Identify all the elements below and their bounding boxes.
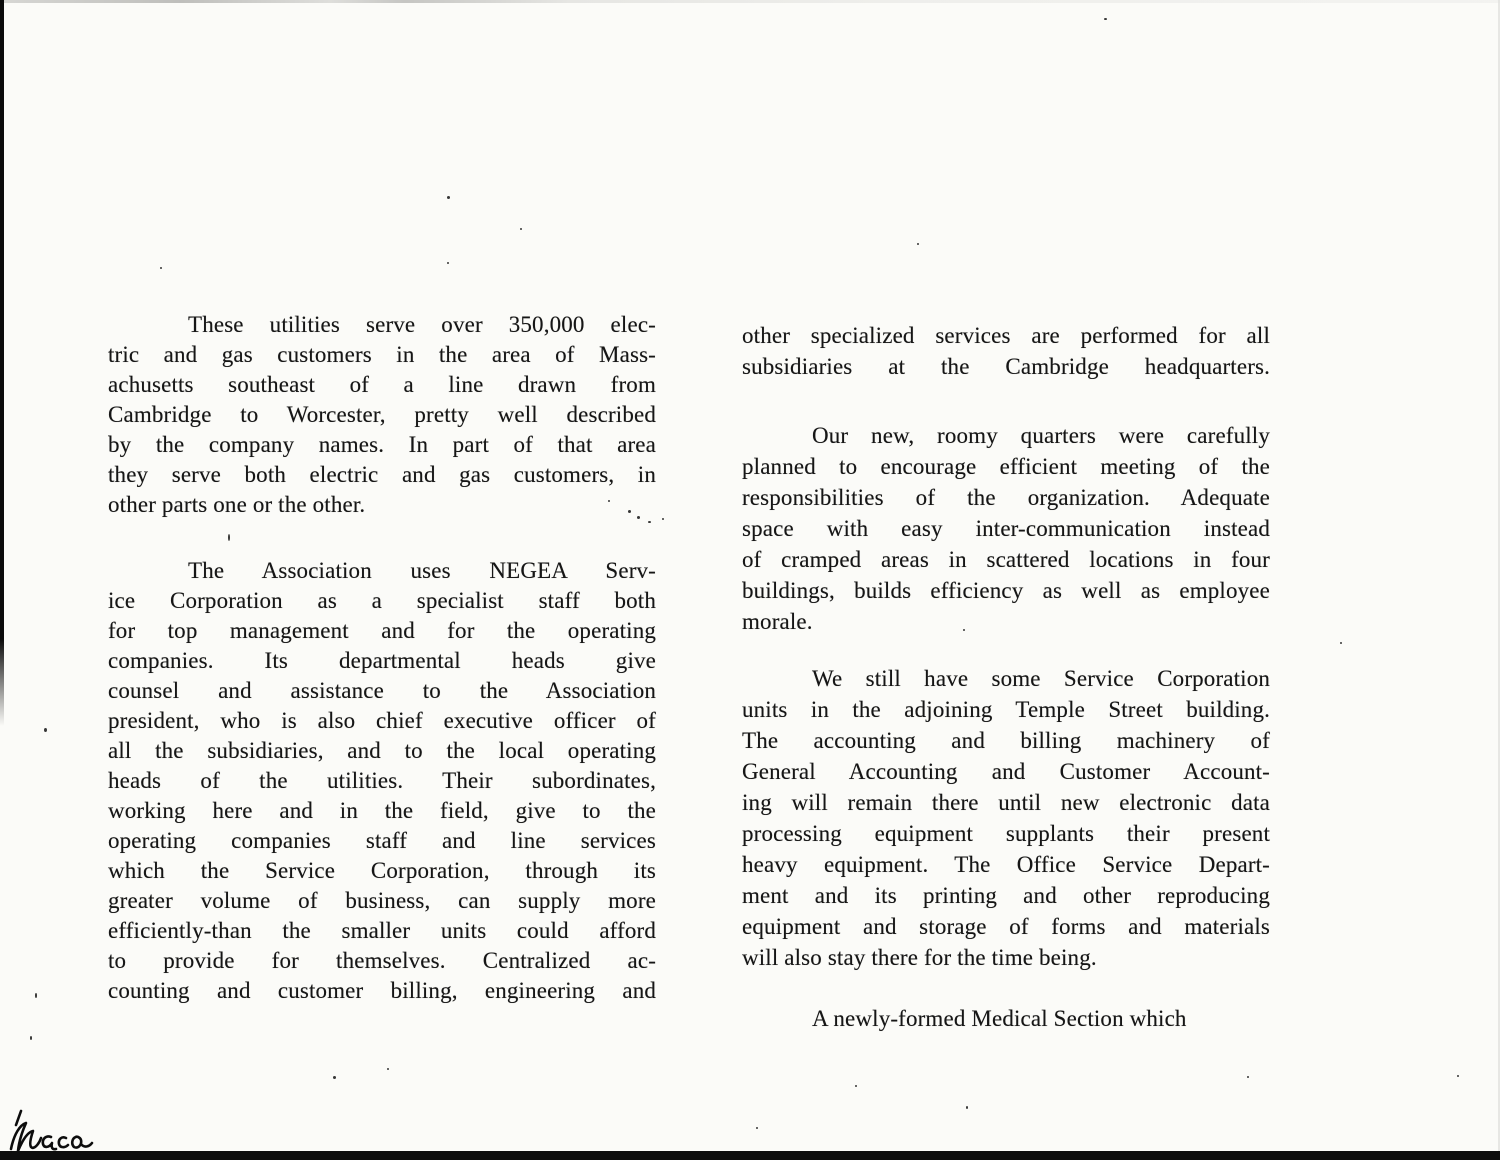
scan-speckle <box>160 267 162 269</box>
text-line: Our new, roomy quarters were carefully <box>812 423 1270 448</box>
paragraph-we-still-have <box>742 663 1270 973</box>
text-line: morale. <box>742 609 813 634</box>
text-line: units in the adjoining Temple Street building. <box>742 697 1270 722</box>
paragraph-utilities-serve <box>108 310 656 520</box>
scan-speckle <box>447 196 450 199</box>
scan-speckle <box>662 518 664 520</box>
text-line: achusetts southeast of a line drawn from <box>108 372 656 397</box>
text-line: which the Service Corporation, through its <box>108 858 656 883</box>
scan-speckle <box>333 1076 336 1079</box>
text-line: by the company names. In part of that area <box>108 432 656 457</box>
scan-speckle <box>1457 1075 1459 1077</box>
text-line: heavy equipment. The Office Service Depart- <box>742 852 1270 877</box>
text-line: tric and gas customers in the area of Mass- <box>108 342 656 367</box>
text-line: planned to encourage efficient meeting of the <box>742 454 1270 479</box>
scan-speckle <box>1340 642 1342 644</box>
scan-speckle <box>228 534 230 541</box>
text-line: all the subsidiaries, and to the local operating <box>108 738 656 763</box>
scan-speckle <box>30 1036 32 1040</box>
scan-speckle <box>855 1085 857 1087</box>
scan-edge-left <box>0 0 4 726</box>
text-line: operating companies staff and line services <box>108 828 656 853</box>
text-line: ment and its printing and other reproducing <box>742 883 1270 908</box>
paragraph-association-uses-negea <box>108 556 656 1006</box>
text-line: other specialized services are performed for all <box>742 323 1270 348</box>
text-line: companies. Its departmental heads give <box>108 648 656 673</box>
scan-edge-bottom <box>0 1151 1500 1160</box>
text-line: president, who is also chief executive officer of <box>108 708 656 733</box>
text-line: The Association uses NEGEA Serv- <box>188 558 656 583</box>
text-line: These utilities serve over 350,000 elec- <box>188 312 656 337</box>
text-line: Cambridge to Worcester, pretty well described <box>108 402 656 427</box>
scan-edge-top <box>0 0 1500 3</box>
text-line: working here and in the field, give to the <box>108 798 656 823</box>
handwritten-mark <box>5 1106 101 1158</box>
scan-speckle <box>35 993 37 998</box>
scan-speckle <box>387 1068 389 1070</box>
paragraph-our-new-roomy-quarters <box>742 420 1270 637</box>
text-line: counting and customer billing, engineering and <box>108 978 656 1003</box>
right-column <box>742 320 1270 1034</box>
paragraph-newly-formed-medical <box>742 1003 1270 1034</box>
text-line: they serve both electric and gas customers, in <box>108 462 656 487</box>
text-line: ing will remain there until new electronic data <box>742 790 1270 815</box>
scan-speckle <box>520 228 522 230</box>
text-line: responsibilities of the organization. Adequate <box>742 485 1270 510</box>
scan-speckle <box>1247 1076 1249 1078</box>
scan-speckle <box>628 510 631 513</box>
scan-speckle <box>447 262 449 264</box>
text-line: greater volume of business, can supply more <box>108 888 656 913</box>
text-line: space with easy inter-communication instead <box>742 516 1270 541</box>
scan-speckle <box>1104 18 1107 20</box>
text-line: subsidiaries at the Cambridge headquarters. <box>742 354 1270 379</box>
text-line: We still have some Service Corporation <box>812 666 1270 691</box>
paragraph-other-specialized-services <box>742 320 1270 382</box>
scan-speckle <box>44 728 47 732</box>
text-line: A newly-formed Medical Section which <box>812 1006 1187 1031</box>
text-line: of cramped areas in scattered locations in four <box>742 547 1270 572</box>
text-line: buildings, builds efficiency as well as employee <box>742 578 1270 603</box>
text-line: General Accounting and Customer Account- <box>742 759 1270 784</box>
text-line: The accounting and billing machinery of <box>742 728 1270 753</box>
text-line: efficiently-than the smaller units could afford <box>108 918 656 943</box>
scan-speckle <box>917 243 919 245</box>
text-line: ice Corporation as a specialist staff both <box>108 588 656 613</box>
text-line: counsel and assistance to the Association <box>108 678 656 703</box>
text-line: processing equipment supplants their present <box>742 821 1270 846</box>
text-line: will also stay there for the time being. <box>742 945 1097 970</box>
text-line: equipment and storage of forms and materials <box>742 914 1270 939</box>
text-line: heads of the utilities. Their subordinates, <box>108 768 656 793</box>
scan-speckle <box>648 521 651 523</box>
left-column <box>108 310 656 1006</box>
scan-speckle <box>963 629 965 631</box>
scan-speckle <box>637 516 640 519</box>
scan-speckle <box>608 500 610 502</box>
text-line: for top management and for the operating <box>108 618 656 643</box>
text-line: to provide for themselves. Centralized ac- <box>108 948 656 973</box>
text-line: other parts one or the other. <box>108 492 366 517</box>
scan-speckle <box>756 1127 758 1129</box>
scan-speckle <box>966 1106 968 1109</box>
